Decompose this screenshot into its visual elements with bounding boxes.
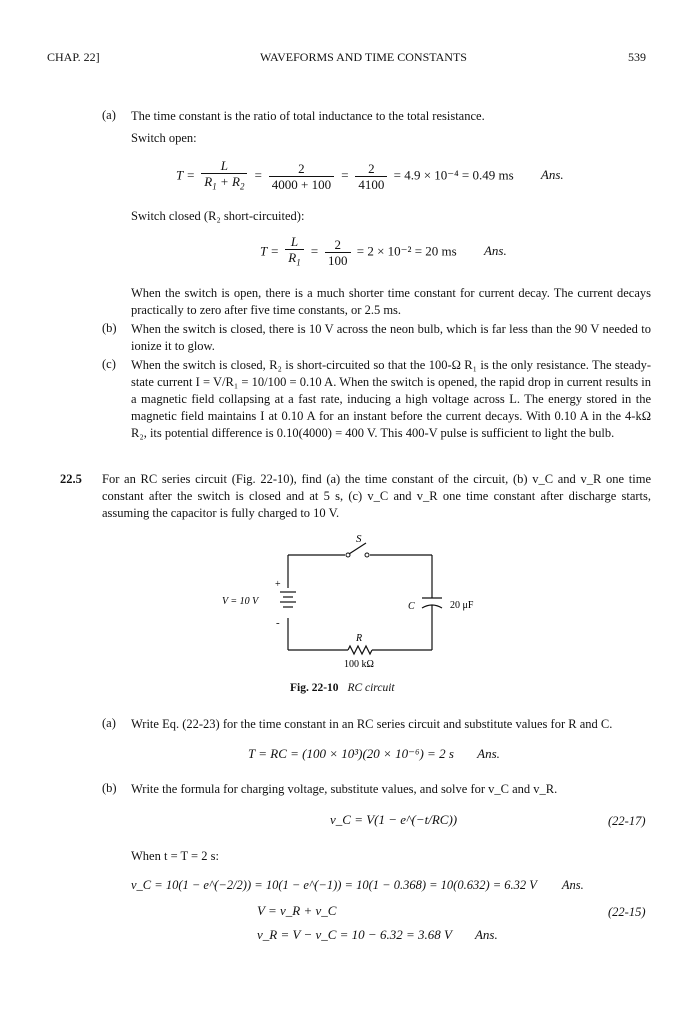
part-a-label: (a): [102, 108, 116, 122]
eq1-result: = 4.9 × 10⁻⁴ = 0.49 ms: [393, 167, 514, 183]
problem-text: For an RC series circuit (Fig. 22-10), find (a) the time constant of the circuit, (b) v_C and v_R one time constant after the switch is closed and at 5 s, (c) v_C and v_R one time constant after discharge starts, assuming the capacitor is fully charged to 10 V.: [102, 472, 651, 520]
part-a-intro: The time constant is the ratio of total inductance to the total resistance.: [131, 109, 485, 123]
part-b-text: When the switch is closed, there is 10 V across the neon bulb, which is far less than the 90 V needed to ionize it to glow.: [131, 322, 651, 353]
part-b-label: (b): [102, 321, 117, 335]
answer-marker: Ans.: [477, 746, 500, 761]
switch-label: S: [356, 533, 362, 545]
switch-closed-heading: Switch closed (R₂ short-circuited):: [131, 209, 305, 223]
answer-marker: Ans.: [474, 927, 498, 942]
solution-b-label: (b): [102, 781, 117, 795]
equation-vr-result: [257, 927, 498, 943]
eq-vr-body: v_R = V − v_C = 10 − 6.32 = 3.68 V: [257, 927, 452, 942]
eq2-result: = 2 × 10⁻² = 20 ms: [356, 243, 457, 259]
eq-time-constant-body: T = RC = (100 × 10³)(20 × 10⁻⁶) = 2 s: [248, 746, 454, 761]
battery-minus: -: [276, 617, 280, 629]
equation-vc-result: [131, 878, 584, 893]
eq-vc-body: v_C = 10(1 − e^(−2/2)) = 10(1 − e^(−1)) = 10(1 − 0.368) = 10(0.632) = 6.32 V: [131, 878, 537, 892]
answer-marker: Ans.: [561, 878, 584, 892]
equation-kvl: V = v_R + v_C: [257, 903, 337, 918]
equation-time-constant: [248, 746, 500, 762]
figure-caption-number: Fig. 22-10: [290, 682, 339, 694]
figure-caption-text: RC circuit: [347, 682, 395, 694]
solution-b-text: Write the formula for charging voltage, substitute values, and solve for v_C and v_R.: [131, 782, 558, 796]
equation-switch-closed: T = $\frac{L}{R_1}$ = $\frac{2}{100}$ = 2 × 10⁻² = 20 ms Ans.: [260, 234, 507, 268]
answer-marker: Ans.: [540, 167, 564, 183]
switch-open-heading: Switch open:: [131, 131, 197, 145]
resistor-symbol: [348, 646, 372, 654]
problem-number: 22.5: [60, 472, 82, 486]
capacitor-symbol: [420, 592, 444, 614]
battery-symbol: [278, 588, 298, 618]
part-c-text: When the switch is closed, R₂ is short-circuited so that the 100-Ω R₁ is the only resistance. The steady-state current I = V/R₁ = 10/100 = 0.10 A. When the switch is opened, the rapid drop in current results in a magnetic field collapsing at a fast rate, inducing a high voltage across L. The energy stored in the magnetic field maintains I at 0.10 A for an instant before the current decays. With 0.10 A in the 4-kΩ R₂, its potential difference is 0.10(4000) = 400 V. This 400-V pulse is sufficient to light the bulb.: [131, 358, 651, 440]
battery-plus: +: [275, 579, 281, 590]
resistor-label: R: [356, 633, 363, 644]
capacitor-label: C: [408, 601, 415, 612]
eq-ref-22-15: (22-15): [608, 905, 646, 919]
figure-caption: [290, 680, 395, 697]
solution-a-label: (a): [102, 716, 116, 730]
resistor-value: 100 kΩ: [344, 659, 374, 670]
equation-charging-voltage: v_C = V(1 − e^(−t/RC)): [330, 812, 458, 827]
answer-marker: Ans.: [483, 243, 507, 259]
switch-symbol: [346, 543, 369, 557]
voltage-label: V = 10 V: [222, 596, 259, 607]
capacitor-value: 20 μF: [450, 600, 474, 611]
rc-circuit-diagram: [220, 530, 480, 680]
when-t-equals-T: When t = T = 2 s:: [131, 849, 219, 863]
eq-ref-22-17: (22-17): [608, 814, 646, 828]
part-c-label: (c): [102, 357, 116, 371]
running-title: WAVEFORMS AND TIME CONSTANTS: [260, 50, 467, 64]
solution-a-text: Write Eq. (22-23) for the time constant in an RC series circuit and substitute values for R and C.: [131, 717, 613, 731]
page-number: 539: [628, 50, 646, 64]
part-a-note: When the switch is open, there is a much shorter time constant for current decay. The current decays practically to zero after five time constants, or 2.5 ms.: [131, 286, 651, 317]
chapter-label: CHAP. 22]: [47, 50, 100, 64]
equation-switch-open: T = $\frac{L}{R_1 + R_2}$ = $\frac{2}{4000 + 100}$ = $\frac{2}{4100}$ = 4.9 × 10⁻⁴ = 0.49 ms Ans.: [176, 158, 564, 192]
